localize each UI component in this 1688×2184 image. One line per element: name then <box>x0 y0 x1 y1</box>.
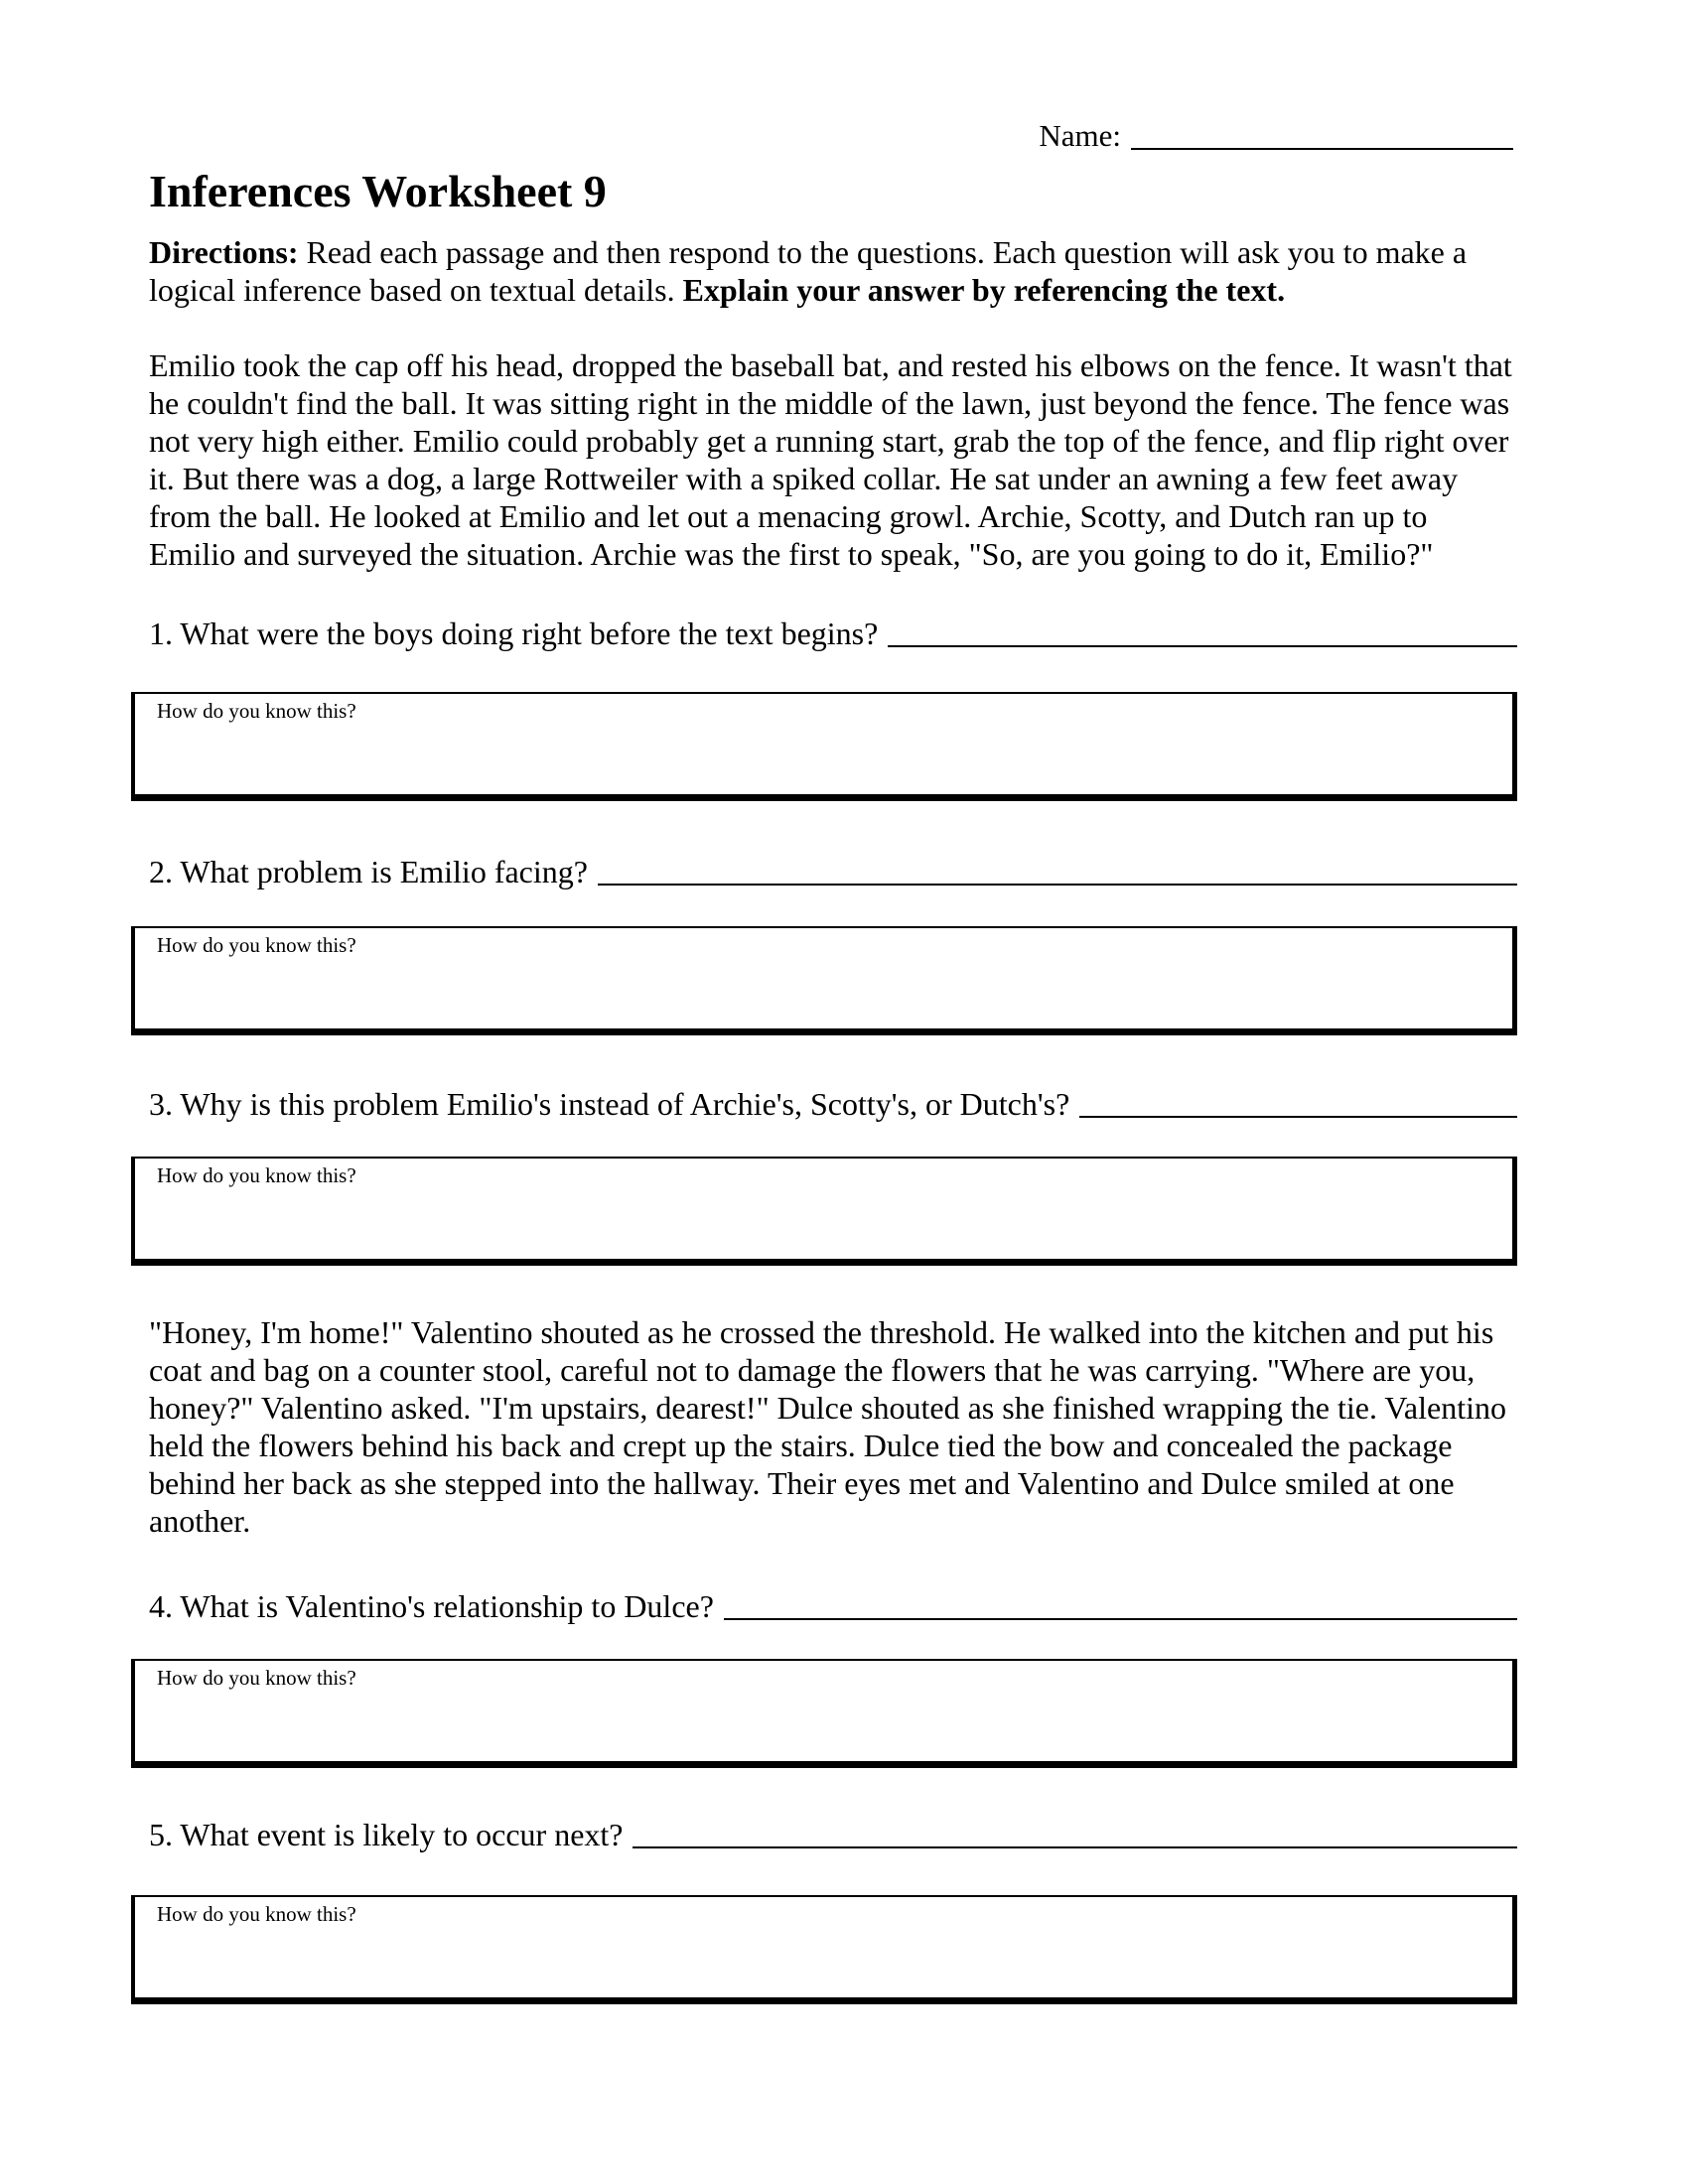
directions <box>149 233 1517 309</box>
question-4-answer-line <box>724 1587 1517 1620</box>
question-5-label: 5. What event is likely to occur next? <box>149 1817 624 1852</box>
passage-1: Emilio took the cap off his head, dropped the baseball bat, and rested his elbows on the fence. It wasn't that he couldn't find the ball. It was sitting right in the middle of the lawn, just beyond the fence. The fence was not very high either. Emilio could probably get a running start, grab the top of the fence, and flip right over it. But there was a dog, a large Rottweiler with a spiked collar. He sat under an awning a few feet away from the ball. He looked at Emilio and let out a menacing growl. Archie, Scotty, and Dutch ran up to Emilio and surveyed the situation. Archie was the first to speak, "So, are you going to do it, Emilio?" <box>149 347 1512 572</box>
question-3-label: 3. Why is this problem Emilio's instead of Archie's, Scotty's, or Dutch's? <box>149 1086 1070 1122</box>
question-1 <box>149 614 1517 652</box>
directions-emphasis: Explain your answer by referencing the text. <box>682 272 1286 308</box>
question-3 <box>149 1085 1517 1123</box>
directions-label: Directions: <box>149 234 299 270</box>
question-3-answer-line <box>1079 1085 1517 1118</box>
question-1-answer-line <box>888 614 1517 647</box>
page-title: Inferences Worksheet 9 <box>149 166 607 216</box>
question-3-answer-box-label: How do you know this? <box>157 1163 356 1187</box>
question-4-answer-box-label: How do you know this? <box>157 1666 356 1690</box>
name-row <box>149 117 1517 155</box>
question-2-answer-box-label: How do you know this? <box>157 933 356 957</box>
question-3-answer-box <box>131 1157 1517 1266</box>
question-5-answer-box <box>131 1895 1517 2004</box>
question-2-answer-line <box>598 853 1517 886</box>
question-2-label: 2. What problem is Emilio facing? <box>149 854 588 889</box>
name-label: Name: <box>1039 118 1121 153</box>
question-5 <box>149 1816 1517 1853</box>
question-1-answer-box-label: How do you know this? <box>157 699 356 723</box>
directions-body: Read each passage and then respond to the questions. Each question will ask you to make a logical inference based on textual details. <box>149 234 1468 308</box>
question-4 <box>149 1587 1517 1625</box>
question-4-answer-box <box>131 1659 1517 1768</box>
question-5-answer-line <box>633 1816 1517 1848</box>
question-1-answer-box <box>131 692 1517 801</box>
question-4-label: 4. What is Valentino's relationship to Dulce? <box>149 1588 714 1624</box>
question-1-label: 1. What were the boys doing right before the text begins? <box>149 615 879 651</box>
name-blank-line <box>1131 117 1513 150</box>
question-2 <box>149 853 1517 890</box>
passage-2: "Honey, I'm home!" Valentino shouted as he crossed the threshold. He walked into the kitchen and put his coat and bag on a counter stool, careful not to damage the flowers that he was carrying. "Where are you, honey?" Valentino asked. "I'm upstairs, dearest!" Dulce shouted as she finished wrapping the tie. Valentino held the flowers behind his back and crept up the stairs. Dulce tied the bow and concealed the package behind her back as she stepped into the hallway. Their eyes met and Valentino and Dulce smiled at one another. <box>149 1314 1506 1539</box>
question-2-answer-box <box>131 926 1517 1035</box>
question-5-answer-box-label: How do you know this? <box>157 1902 356 1926</box>
